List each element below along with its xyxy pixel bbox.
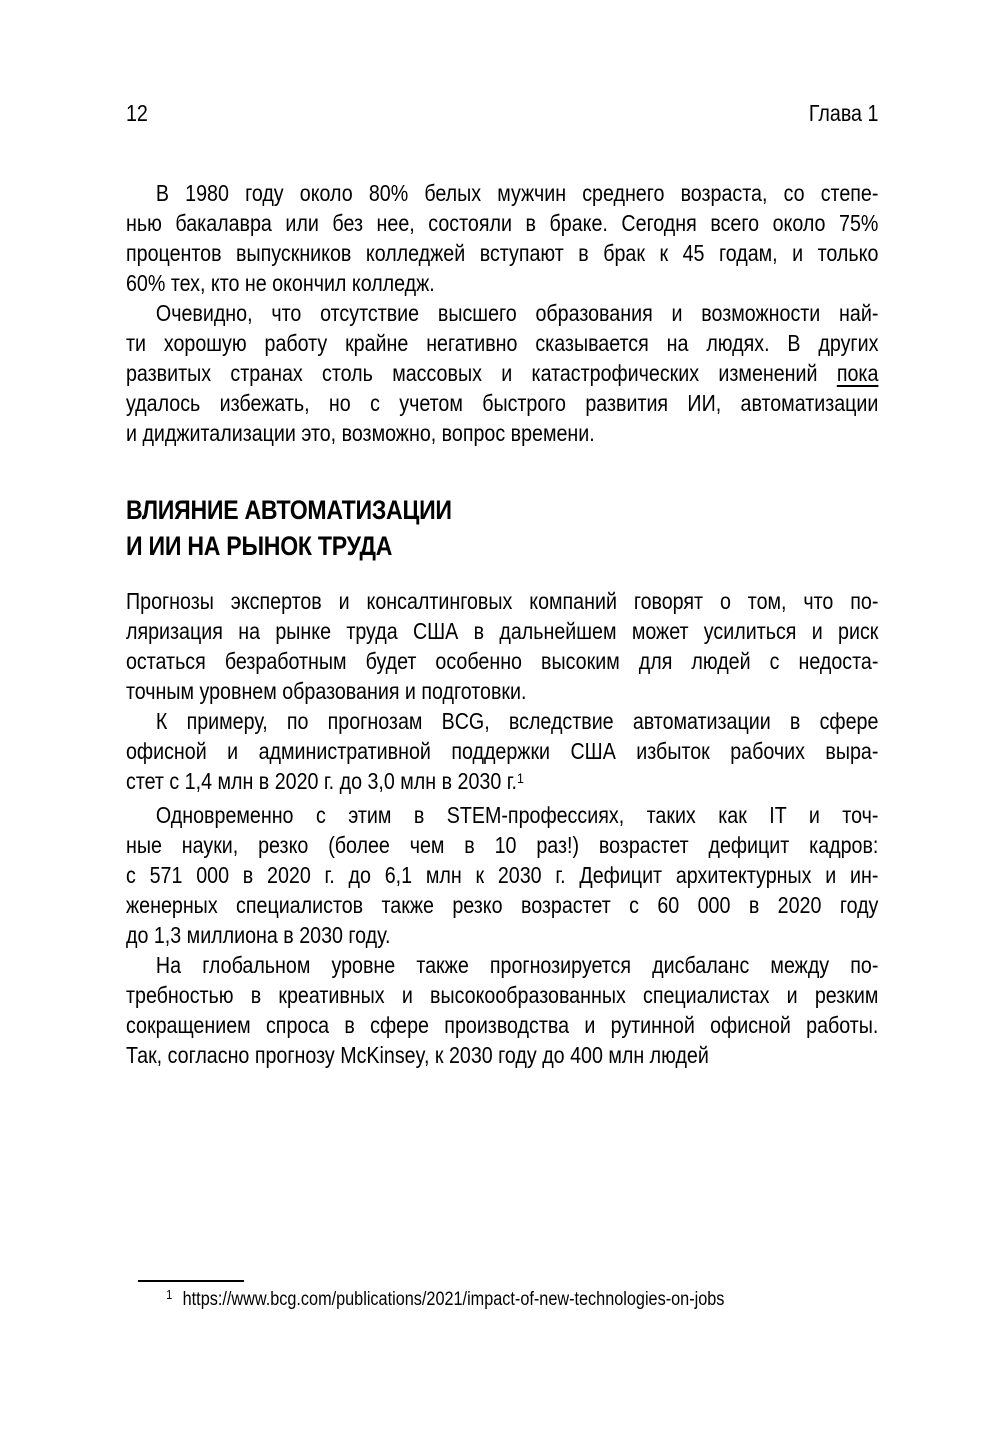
text-run: развитых странах столь массовых и катастрофических изменений [126, 360, 837, 386]
text-run: требностью в креативных и высокообразованных специалистах и резким [126, 982, 879, 1008]
footnote-divider [138, 1280, 244, 1282]
text-run: Так, согласно прогнозу McKinsey, к 2030 году до 400 млн людей [126, 1042, 709, 1068]
text-run: ные науки, резко (более чем в 10 раз!) возрастет дефицит кадров: [126, 832, 879, 858]
paragraph-line [126, 736, 878, 766]
text-run: с 571 000 в 2020 г. до 6,1 млн к 2030 г. Дефицит архитектурных и ин- [126, 862, 879, 888]
footnote-block [126, 1280, 878, 1313]
section-heading [126, 492, 878, 564]
paragraph-line [126, 706, 878, 736]
section-paragraphs [126, 586, 878, 1070]
text-run: ляризация на рынке труда США в дальнейшем может усилиться и риск [126, 618, 879, 644]
superscript-ref: 1 [516, 770, 524, 787]
paragraph [126, 950, 878, 1070]
paragraph-line [126, 298, 878, 328]
paragraph-line [126, 800, 878, 830]
paragraph-line [126, 358, 878, 388]
paragraph-line [126, 920, 878, 950]
paragraph-line [126, 766, 878, 800]
text-run: Одновременно с этим в STEM-профессиях, таких как IT и точ- [155, 802, 879, 828]
intro-paragraphs [126, 178, 878, 448]
text-run: сокращением спроса в сфере производства и рутинной офисной работы. [126, 1012, 879, 1038]
page-number: 12 [126, 100, 148, 126]
paragraph-line [126, 208, 878, 238]
text-run: остаться безработным будет особенно высоким для людей с недоста- [126, 648, 879, 674]
text-run: Прогнозы экспертов и консалтинговых компаний говорят о том, что по- [126, 588, 879, 614]
paragraph-line [126, 238, 878, 268]
footnote [126, 1288, 878, 1313]
text-run: до 1,3 миллиона в 2030 году. [126, 922, 391, 948]
text-run: офисной и административной поддержки США избыток рабочих выра- [126, 738, 879, 764]
paragraph-line [126, 646, 878, 676]
paragraph-line [126, 950, 878, 980]
text-run: На глобальном уровне также прогнозируется дисбаланс между по- [155, 952, 879, 978]
paragraph-line [126, 178, 878, 208]
paragraph [126, 706, 878, 800]
paragraph-line [126, 616, 878, 646]
paragraph [126, 586, 878, 706]
section-heading-line: ВЛИЯНИЕ АВТОМАТИЗАЦИИ [126, 495, 452, 525]
paragraph-line [126, 268, 878, 298]
text-run: В 1980 году около 80% белых мужчин среднего возраста, со степе- [155, 180, 879, 206]
paragraph-line [126, 830, 878, 860]
text-run: точным уровнем образования и подготовки. [126, 678, 527, 704]
text-run: женерных специалистов также резко возрастет с 60 000 в 2020 году [126, 892, 879, 918]
text-run: стет с 1,4 млн в 2020 г. до 3,0 млн в 2030 г. [126, 768, 517, 794]
text-run: нью бакалавра или без нее, состояли в браке. Сегодня всего около 75% [126, 210, 879, 236]
paragraph-line [126, 328, 878, 358]
text-run: К примеру, по прогнозам BCG, вследствие автоматизации в сфере [155, 708, 879, 734]
paragraph [126, 298, 878, 448]
text-run: процентов выпускников колледжей вступают в брак к 45 годам, и только [126, 240, 879, 266]
text-run: ти хорошую работу крайне негативно сказывается на людях. В других [126, 330, 879, 356]
running-header [126, 100, 878, 126]
footnote-marker: 1 [166, 1287, 173, 1303]
content-column [126, 0, 878, 1313]
text-run: Очевидно, что отсутствие высшего образования и возможности най- [155, 300, 879, 326]
underlined-text: пока [836, 360, 879, 386]
paragraph-line [126, 1010, 878, 1040]
paragraph-line [126, 388, 878, 418]
paragraph-line [126, 980, 878, 1010]
paragraph-line [126, 860, 878, 890]
footnote-url: https://www.bcg.com/publications/2021/impact-of-new-technologies-on-jobs [182, 1289, 725, 1310]
paragraph-line [126, 418, 878, 448]
text-run: удалось избежать, но с учетом быстрого развития ИИ, автоматизации [126, 390, 879, 416]
text-run: 60% тех, кто не окончил колледж. [126, 270, 435, 296]
paragraph-line [126, 586, 878, 616]
paragraph-line [126, 890, 878, 920]
chapter-label: Глава 1 [808, 100, 879, 126]
section-heading-line: И ИИ НА РЫНОК ТРУДА [126, 531, 393, 561]
paragraph [126, 800, 878, 950]
paragraph-line [126, 1040, 878, 1070]
paragraph [126, 178, 878, 298]
text-run: и диджитализации это, возможно, вопрос времени. [126, 420, 595, 446]
paragraph-line [126, 676, 878, 706]
